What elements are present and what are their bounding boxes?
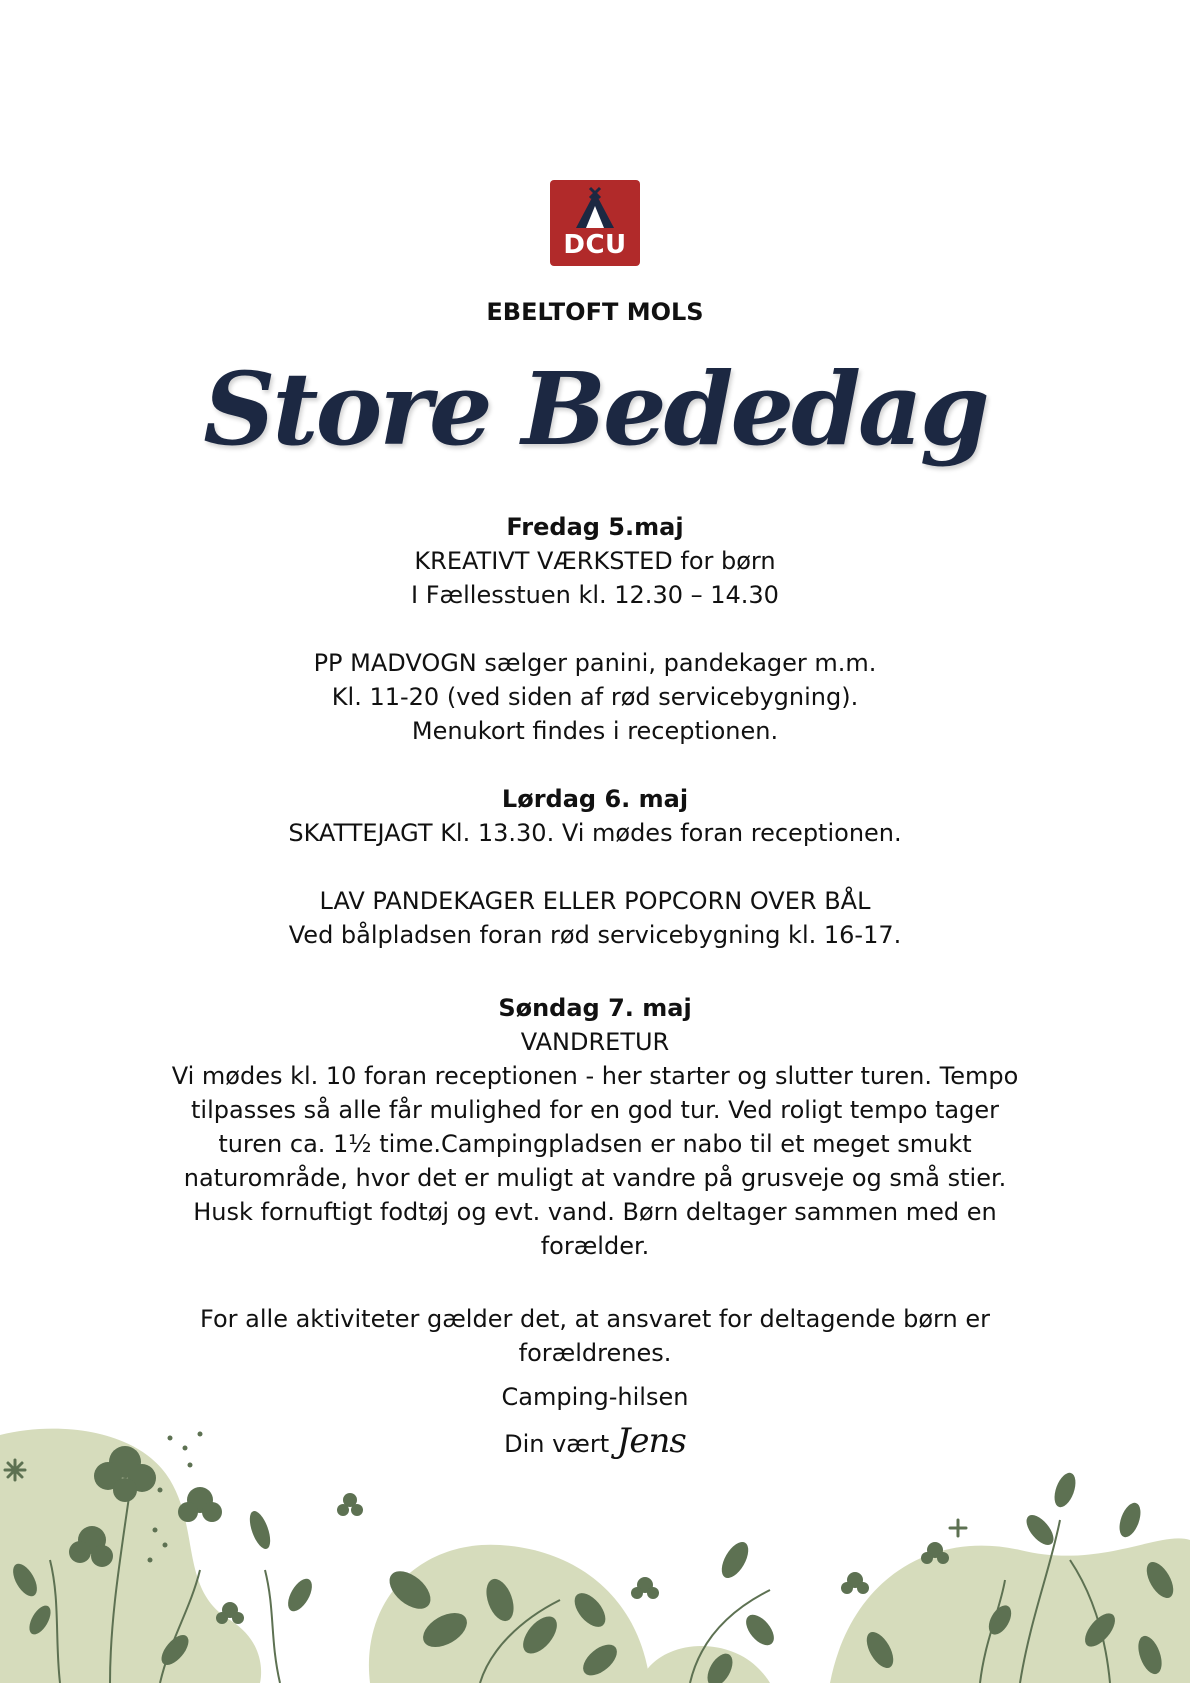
sunday-line: turen ca. 1½ time.Campingpladsen er nabo til et meget smukt — [218, 1130, 972, 1158]
friday-line: Menukort findes i receptionen. — [411, 717, 779, 745]
host-label: Din vært — [504, 1430, 610, 1458]
friday-line: I Fællesstuen kl. 12.30 – 14.30 — [411, 581, 779, 609]
sunday-line: naturområde, hvor det er muligt at vandre på grusveje og små stier. — [183, 1164, 1007, 1192]
sunday-heading: Søndag 7. maj — [498, 994, 692, 1022]
saturday-line: Ved bålpladsen foran rød servicebygning kl. 16-17. — [288, 921, 902, 949]
host-name: Jens — [616, 1421, 686, 1461]
closing-line: For alle aktiviteter gælder det, at ansvaret for deltagende børn er — [200, 1305, 990, 1333]
dcu-logo — [550, 180, 640, 266]
page-title: Store Bededag — [203, 350, 987, 468]
friday-heading: Fredag 5.maj — [506, 513, 684, 541]
friday-line: PP MADVOGN sælger panini, pandekager m.m. — [313, 649, 877, 677]
sunday-line: Husk fornuftigt fodtøj og evt. vand. Børn deltager sammen med en — [193, 1198, 997, 1226]
sunday-line: Vi mødes kl. 10 foran receptionen - her starter og slutter turen. Tempo — [171, 1062, 1019, 1090]
greeting: Camping-hilsen — [501, 1383, 689, 1411]
friday-line: Kl. 11-20 (ved siden af rød servicebygning). — [331, 683, 859, 711]
botanical-footer-illustration — [0, 1420, 1190, 1683]
event-content — [100, 510, 1090, 1461]
sunday-line: tilpasses så alle får mulighed for en god tur. Ved roligt tempo tager — [191, 1096, 999, 1124]
closing-line: forældrenes. — [518, 1339, 672, 1367]
friday-line: KREATIVT VÆRKSTED for børn — [414, 547, 776, 575]
location-heading: EBELTOFT MOLS — [486, 298, 704, 326]
sunday-subheading: VANDRETUR — [520, 1028, 670, 1056]
saturday-line: LAV PANDEKAGER ELLER POPCORN OVER BÅL — [319, 887, 871, 915]
saturday-heading: Lørdag 6. maj — [501, 785, 689, 813]
saturday-line: SKATTEJAGT Kl. 13.30. Vi mødes foran receptionen. — [288, 819, 902, 847]
logo-text: DCU — [563, 230, 627, 260]
sunday-line: forælder. — [540, 1232, 650, 1260]
